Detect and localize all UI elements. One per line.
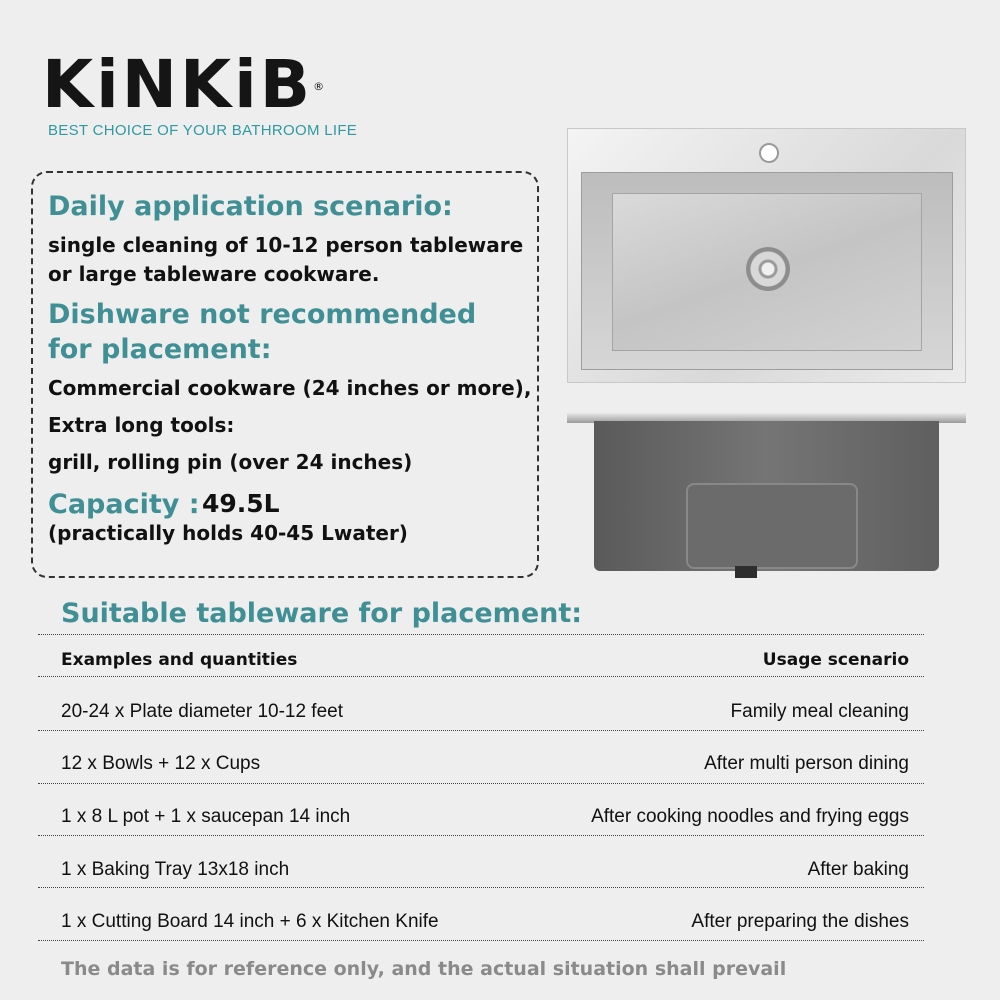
daily-line-2: or large tableware cookware.: [48, 262, 380, 286]
capacity-value: 49.5L: [202, 489, 280, 518]
table-header-left: Examples and quantities: [61, 650, 298, 670]
row-example: 1 x Baking Tray 13x18 inch: [61, 859, 290, 880]
sink-bowl: [594, 421, 939, 571]
table-row: [61, 749, 909, 779]
sink-basin: [581, 172, 953, 370]
row-scenario: After multi person dining: [704, 753, 909, 774]
logo-wordmark: [42, 46, 328, 123]
row-scenario: After baking: [807, 859, 909, 880]
capacity-label: Capacity :: [48, 489, 200, 520]
capacity-note: (practically holds 40-45 Lwater): [48, 521, 408, 545]
divider: [38, 835, 924, 836]
drain-icon: [746, 247, 790, 291]
not-recommended-line-1: Commercial cookware (24 inches or more),: [48, 376, 532, 400]
sink-basin-floor: [612, 193, 922, 351]
table-row: [61, 907, 909, 937]
table-title: Suitable tableware for placement:: [61, 598, 583, 629]
table-row: [61, 697, 909, 727]
table-header-right: Usage scenario: [762, 650, 909, 670]
table-row: [61, 802, 909, 832]
faucet-hole: [759, 143, 779, 163]
sink-top-view-image: [567, 128, 966, 383]
divider: [38, 676, 924, 677]
row-scenario: After cooking noodles and frying eggs: [591, 806, 909, 827]
not-recommended-heading-2: for placement:: [48, 334, 272, 365]
not-recommended-line-2: Extra long tools:: [48, 413, 235, 437]
table-row: [61, 855, 909, 885]
not-recommended-line-3: grill, rolling pin (over 24 inches): [48, 450, 413, 474]
drain-pipe: [735, 566, 757, 578]
footer-disclaimer: The data is for reference only, and the actual situation shall prevail: [61, 958, 787, 980]
row-example: 12 x Bowls + 12 x Cups: [61, 753, 261, 774]
logo-text: KiNKiB: [42, 46, 314, 123]
logo-tagline: BEST CHOICE OF YOUR BATHROOM LIFE: [48, 122, 358, 139]
divider: [38, 887, 924, 888]
brand-logo: [42, 46, 372, 139]
divider: [38, 730, 924, 731]
row-example: 1 x 8 L pot + 1 x saucepan 14 inch: [61, 806, 351, 827]
divider: [38, 783, 924, 784]
registered-mark: ®: [313, 80, 328, 93]
divider: [38, 940, 924, 941]
sound-deadening-pad: [686, 483, 858, 569]
not-recommended-heading-1: Dishware not recommended: [48, 299, 477, 330]
row-example: 20-24 x Plate diameter 10-12 feet: [61, 701, 344, 722]
row-example: 1 x Cutting Board 14 inch + 6 x Kitchen Knife: [61, 911, 439, 932]
row-scenario: After preparing the dishes: [691, 911, 909, 932]
daily-heading: Daily application scenario:: [48, 191, 453, 222]
sink-bottom-view-image: [567, 413, 966, 578]
daily-line-1: single cleaning of 10-12 person tableware: [48, 233, 524, 257]
table-header-row: [61, 645, 909, 675]
row-scenario: Family meal cleaning: [730, 701, 909, 722]
divider: [38, 634, 924, 635]
